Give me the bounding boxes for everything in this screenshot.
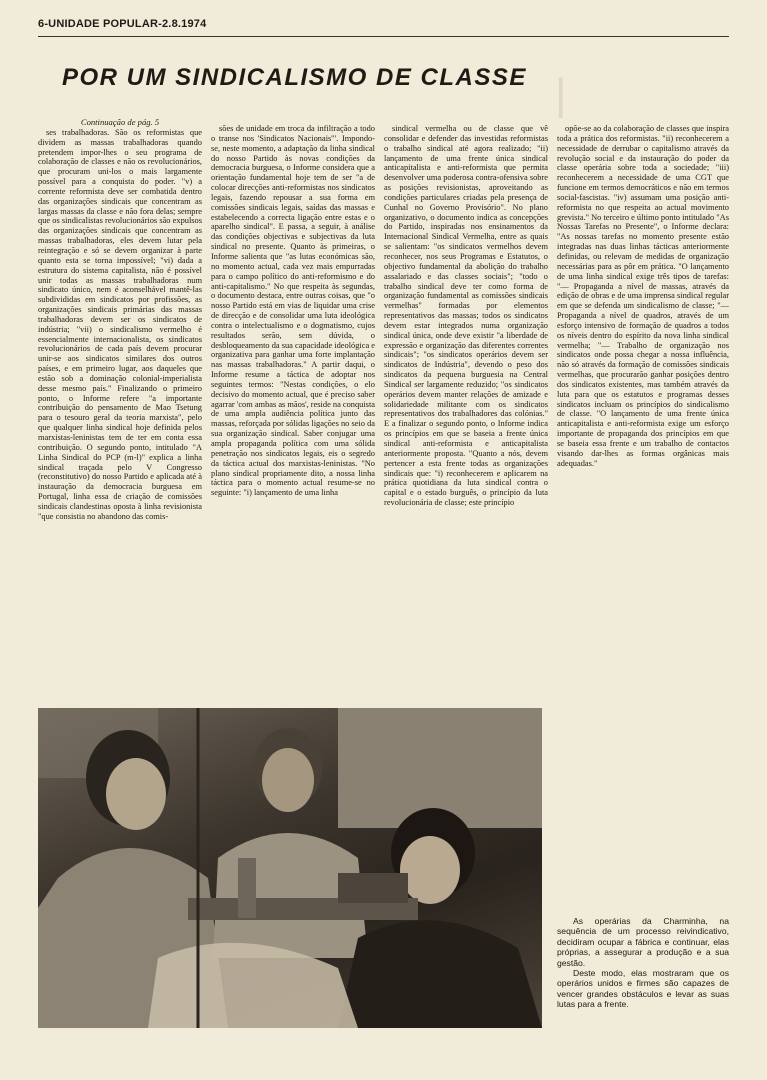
page-header: 6-UNIDADE POPULAR-2.8.1974	[38, 18, 207, 30]
article-headline: POR UM SINDICALISMO DE CLASSE	[62, 64, 527, 91]
article-column-1	[38, 118, 202, 706]
article-column-2	[211, 124, 375, 712]
left-worker-face	[106, 758, 166, 830]
column-2-text: sões de unidade em troca da infiltração a todo o transe nos 'Sindicatos Nacionais'". Impondo-se, neste momento, a adaptação da linha sindical do nosso Partido às novas condições da democracia burguesa, o Informe considera que a orientação fundamental hoje tem de ser "a de colocar direcções anti-reformistas nos sindicatos legais, fazendo repousar a sua forma em comissões sindicais legais, saídas das massas e estabelecendo a correcta ligação entre estas e o aparelho sindical". E passa, a seguir, à análise das condições objectivas e subjectivas da luta sindical no presente. Quanto às primeiras, o Informe salienta que "as lutas económicas são, no momento actual, cada vez mais empurradas para o campo político do anti-reformismo e do anti-capitalismo." No que respeita às segundas, o documento destaca, entre outras coisas, que "o nosso Partido está em vias de liquidar uma crise de direcção e de consolidar uma luta ideológica contra o intelectualismo e o dogmatismo, cujos resultados serão, sem dúvida, o desbloqueamento da sua capacidade ideológica e organizativa para ganhar uma forte implantação nas massas trabalhadoras." A partir daqui, o Informe resume a táctica de adoptar nos seguintes termos: "Nestas condições, o elo decisivo do momento actual, que é preciso saber agarrar 'com ambas as mãos', reside na conquista de uma ampla audiência política junto das massas, reforçada por sólidas ligações no seio da sua organização sindical. Saber conjugar uma ampla propaganda política com uma sólida penetração nos sindicatos legais, eis o segredo da táctica actual dos marxistas-leninistas. "No plano sindical propriamente dito, a nossa linha táctica para o momento actual resume-se no seguinte: "i) lançamento de uma linha	[211, 124, 375, 498]
caption-paragraph-1: As operárias da Charminha, na sequência de um processo reivindicativo, decidiram ocupar a fábrica e continuar, elas próprias, a assegurar a produção e a sua gestão.	[557, 916, 729, 968]
header-rule	[38, 36, 729, 37]
photo-caption	[557, 916, 729, 1010]
column-4-text: opõe-se ao da colaboração de classes que inspira toda a prática dos reformistas. "ii) reconhecerem a necessidade de derrubar o capitalismo através da revolução social e da instauração do poder da classe operária sobre toda a sociedade; "iii) reconhecerem a necessidade de uma CGT que funcione em termos democráticos e não em termos social-fascistas. "iv) assumam uma posição anti-reformista no que respeita ao actual movimento grevista." No terceiro e último ponto intitulado "As Nossas Tarefas no Presente", o Informe declara: "As nossas tarefas no momento presente estão integradas nas duas linhas tácticas anteriormente definidas, ou relevam de medidas de organização necessárias para as pôr em prática. "O lançamento de uma linha sindical exige três tipos de tarefas: "— Propaganda a nível de massas, através da edição de obras e de uma imprensa sindical regular em que se defenda um sindicalismo de classe; "— Propaganda a nível de quadros, através de um esforço intensivo de formação de quadros a todos os níveis dentro do espírito da nova linha sindical vermelha; "— Trabalho de organização nos sindicatos onde possa chegar a nossa influência, não só através da formação de comissões sindicais vermelhas, que procurarão ganhar posições dentro dos sindicatos existentes, mas também através da luta para que os estatutos e programas desses sindicatos incluam os princípios do sindicalismo de classe. "O lançamento de uma frente única anticapitalista e anti-reformista exige um esforço importante de propaganda dos princípios em que se baseia essa frente e um trabalho de contactos visando dar-lhes as formas orgânicas mais adequadas."	[557, 124, 729, 468]
article-column-4	[557, 124, 729, 739]
factory-workers-photo	[38, 708, 542, 1028]
caption-paragraph-2: Deste modo, elas mostraram que os operários unidos e firmes são capazes de vencer grandes obstáculos e levar as suas lutas para a frente.	[557, 968, 729, 1010]
right-worker-face	[400, 836, 460, 904]
sewing-machine-arm	[238, 858, 256, 918]
sewing-machine-head	[338, 873, 408, 903]
continuation-note: Continuação de pág. 5	[80, 118, 160, 127]
right-worker-body	[338, 920, 542, 1028]
article-column-3	[384, 124, 548, 712]
middle-worker-face	[262, 748, 314, 812]
show-through-ghost: |	[555, 70, 569, 119]
column-3-text: sindical vermelha ou de classe que vê consolidar e defender das investidas reformistas o trabalho sindical até agora realizado; "ii) lançamento de uma frente única sindical anticapitalista e anti-reformista que permita desenvolver uma poderosa contra-ofensiva sobre as posições revisionistas, aproveitando as condições particulares criadas pela presença de Cunhal no Governo Provisório". No plano organizativo, o documento indica as concepções do Partido, inspiradas nos ensinamentos da Internacional Sindical Vermelha, entre as quais se salientam: "os sindicatos vermelhos devem reconhecer, nos seus Programas e Estatutos, o objectivo fundamental da abolição do trabalho assalariado e das classes sociais"; "todo o trabalho sindical deve ter como forma de organização fundamental as comissões sindicais vermelhas" formadas por elementos representativos das massas; todos os sindicatos devem estar integrados numa organização sindical única, onde deve existir "a liberdade de expressão e organização das diferentes correntes sindicais"; "os sindicatos operários devem ser sindicatos de Indústria", devendo o peso dos sindicatos da pequena burguesia na Central Sindical ser largamente reduzido; "os sindicatos operários devem manter relações de amizade e solidariedade militante com os sindicatos representativos dos trabalhadores das colónias." E a finalizar o segundo ponto, o Informe indica os princípios em que se baseia a frente única sindical anti-reformista e anticapitalista anteriormente proposta. "Quanto a nós, devem pertencer a esta frente todas as organizações sindicais que: "i) reconhecerem e aplicarem na prática quotidiana da luta sindical contra o capital e o estado burguês, o princípio da luta revolucionária de classe; este princípio	[384, 124, 548, 508]
photo-illustration	[38, 708, 542, 1028]
column-1-text: ses trabalhadoras. São os reformistas que dividem as massas trabalhadoras quando pretendem impor-lhes o seu programa de colaboração de classes e não os revolucionários, que procuram uni-los o mais largamente possível para a conquista do poder. "v) a corrente reformista deve ser combatida dentro das organizações sindicais que concentram as largas massas da classe e não fora delas; sempre que os sindicalistas revolucionários são expulsos das organizações sindicais que concentram as massas trabalhadoras, eles devem lutar pela reintegração e só se devem organizar à parte quanto esta se torna impossível; "vi) dada a estrutura do sistema capitalista, não é possível unir todas as massas trabalhadoras num sindicato único, nem é aconselhável mantê-las subdivididas em sindicatos por profissões, as organizações sindicais primárias das massas trabalhadoras devem ser os sindicatos de indústria; "vii) o sindicalismo vermelho é essencialmente internacionalista, os sindicatos revolucionários de cada país devem procurar unir-se aos sindicatos similares dos outros países, e em primeiro lugar, aos daqueles que estão sob a dominação colonial-imperialista desse mesmo país." Finalizando o primeiro ponto, o Informe refere "a importante contribuição do pensamento de Mao Tsetung para o tesouro geral da teoria marxista", pelo que qualquer linha sindical hoje definida pelos marxistas-leninistas tem de ter em conta essa contribuição. O segundo ponto, intitulado "A Linha Sindical do PCP (m-l)" explica a linha sindical traçada pelo V Congresso (reconstitutivo) do nosso Partido e aplicada até à instauração da democracia burguesa em Portugal, linha essa de criação de comissões sindicais clandestinas oposta à linha revisionista "que consistia no abandono das comis-	[38, 127, 202, 521]
